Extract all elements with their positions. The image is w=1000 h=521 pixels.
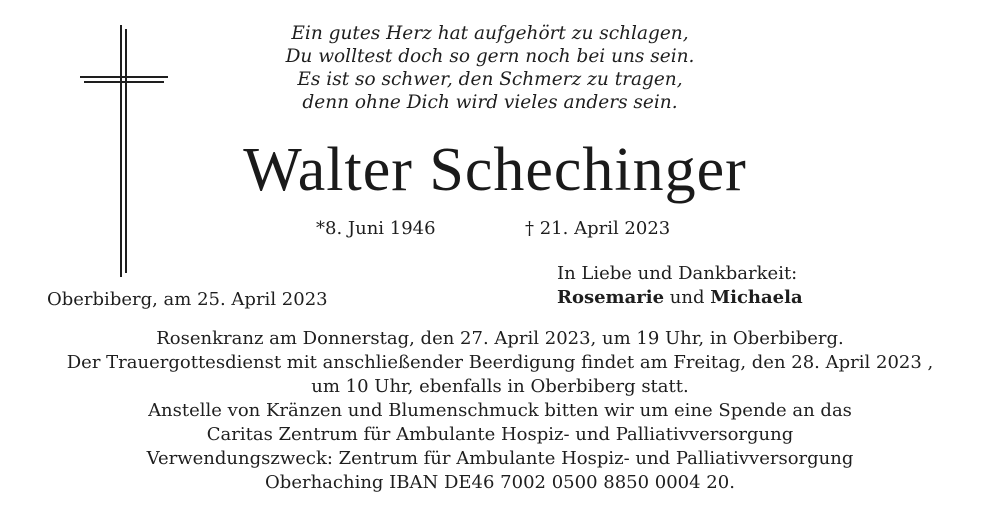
mourners-intro: In Liebe und Dankbarkeit: — [557, 263, 798, 284]
poem-line: denn ohne Dich wird vieles anders sein. — [302, 92, 678, 113]
poem-line: Ein gutes Herz hat aufgehört zu schlagen, — [291, 23, 689, 44]
info-line: Anstelle von Kränzen und Blumenschmuck bitten wir um eine Spende an das — [148, 400, 852, 421]
info-line: Oberhaching IBAN DE46 7002 0500 8850 0004 20. — [265, 472, 735, 493]
info-line: um 10 Uhr, ebenfalls in Oberbiberg statt. — [311, 376, 689, 397]
mourner-connector: und — [664, 287, 711, 308]
info-line: Rosenkranz am Donnerstag, den 27. April 2023, um 19 Uhr, in Oberbiberg. — [156, 328, 844, 349]
place-and-date: Oberbiberg, am 25. April 2023 — [47, 289, 328, 310]
poem — [250, 22, 730, 114]
deceased-name: Walter Schechinger — [243, 136, 747, 204]
funeral-info — [20, 327, 980, 495]
death-date: † 21. April 2023 — [525, 218, 671, 239]
mourner-name: Rosemarie — [557, 287, 665, 308]
info-line: Caritas Zentrum für Ambulante Hospiz- und Palliativversorgung — [206, 424, 794, 445]
mourners-names — [557, 286, 803, 310]
info-line: Der Trauergottesdienst mit anschließender Beerdigung findet am Freitag, den 28. April 2023 , — [66, 352, 934, 373]
mourner-name: Michaela — [710, 287, 803, 308]
mourners-block — [557, 262, 803, 310]
poem-line: Du wolltest doch so gern noch bei uns sein. — [285, 46, 695, 67]
birth-date: *8. Juni 1946 — [316, 218, 436, 239]
poem-line: Es ist so schwer, den Schmerz zu tragen, — [297, 69, 683, 90]
info-line: Verwendungszweck: Zentrum für Ambulante Hospiz- und Palliativversorgung — [146, 448, 854, 469]
